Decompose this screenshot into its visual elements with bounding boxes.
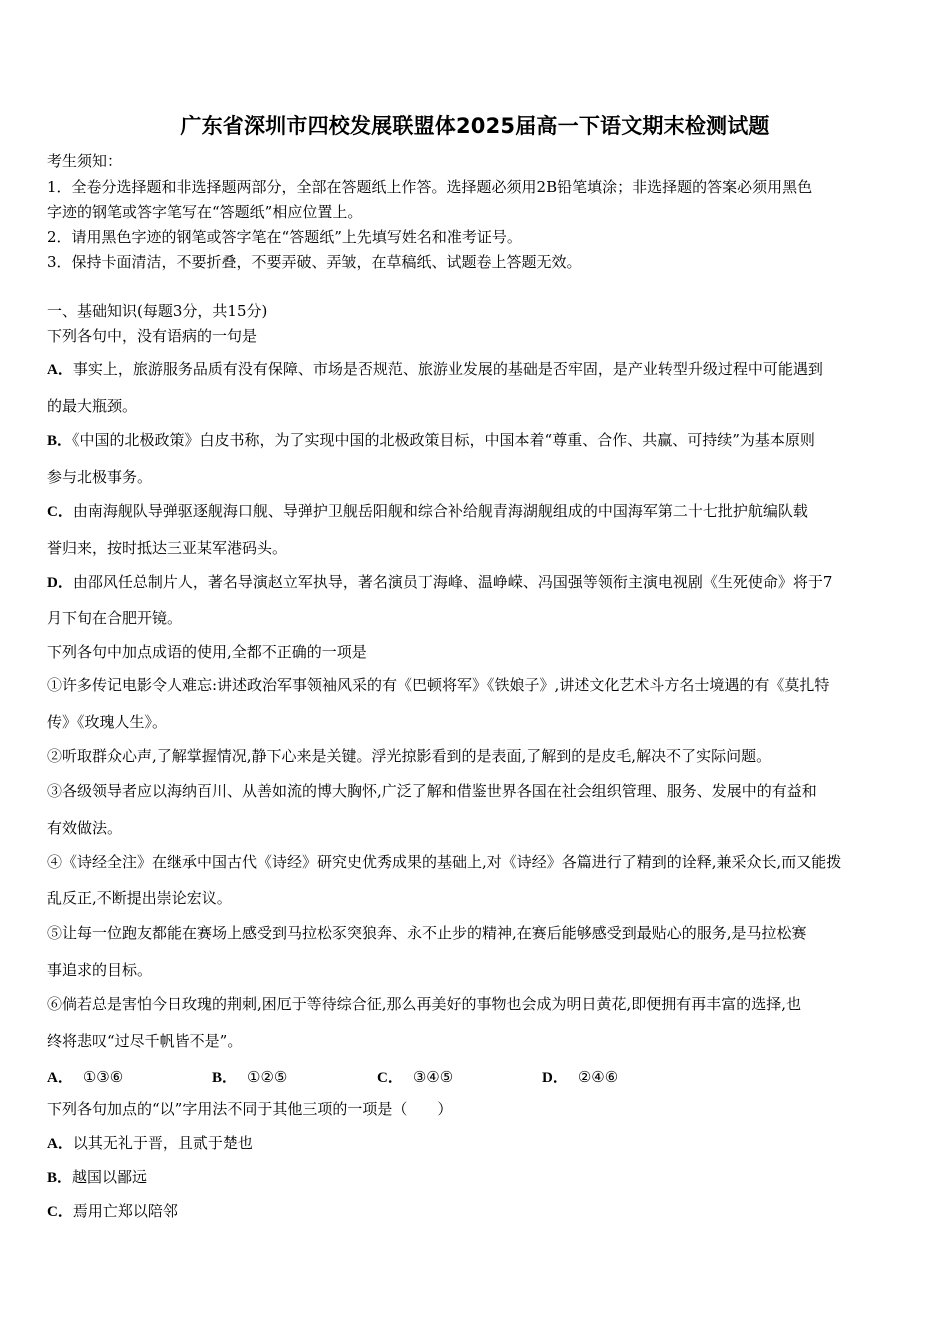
option-label: B．: [47, 433, 73, 449]
question-2-sentence-2: ②听取群众心声,了解掌握情况,静下心来是关键。浮光掠影看到的是表面,了解到的是皮毛,解决不了实际问题。: [47, 747, 772, 765]
question-2-choice-c[interactable]: [377, 1066, 453, 1087]
question-2-choice-a[interactable]: [47, 1066, 123, 1087]
choice-text: ③④⑤: [412, 1068, 454, 1086]
question-1-option-a: [47, 358, 907, 381]
question-3-option-b[interactable]: [47, 1166, 907, 1189]
question-1-option-a-cont: 的最大瓶颈。: [47, 397, 138, 415]
notice-item-2: 2．请用黑色字迹的钢笔或答字笔在“答题纸”上先填写姓名和准考证号。: [47, 228, 522, 246]
question-2-stem: 下列各句中加点成语的使用,全都不正确的一项是: [47, 643, 367, 661]
question-1-stem: 下列各句中，没有语病的一句是: [47, 327, 258, 345]
choice-text: ②④⑥: [577, 1068, 619, 1086]
page-title: 广东省深圳市四校发展联盟体2025届高一下语文期末检测试题: [180, 114, 770, 138]
question-2-sentence-1: ①许多传记电影令人难忘:讲述政治军事领袖风采的有《巴顿将军》《铁娘子》,讲述文化艺术斗方名士境遇的有《莫扎特: [47, 676, 830, 694]
choice-label: D．: [542, 1070, 568, 1086]
question-2-sentence-5: ⑤让每一位跑友都能在赛场上感受到马拉松豕突狼奔、永不止步的精神,在赛后能够感受到最贴心的服务,是马拉松赛: [47, 924, 807, 942]
option-text: 由南海舰队导弹驱逐舰海口舰、导弹护卫舰岳阳舰和综合补给舰青海湖舰组成的中国海军第二十七批护航编队载: [72, 502, 808, 520]
option-label: C．: [47, 1204, 73, 1220]
choice-label: C．: [377, 1070, 403, 1086]
option-label: C．: [47, 504, 73, 520]
question-2-sentence-4: ④《诗经全注》在继承中国古代《诗经》研究史优秀成果的基础上,对《诗经》各篇进行了精到的诠释,兼采众长,而又能拨: [47, 853, 842, 871]
question-1-option-b-cont: 参与北极事务。: [47, 468, 153, 486]
option-text: 越国以鄙远: [72, 1168, 148, 1186]
notice-heading: 考生须知：: [47, 152, 123, 170]
question-2-choice-b[interactable]: [212, 1066, 287, 1087]
notice-item-1-cont: 字迹的钢笔或答字笔写在“答题纸”相应位置上。: [47, 203, 363, 221]
option-text: 事实上，旅游服务品质有没有保障、市场是否规范、旅游业发展的基础是否牢固，是产业转型升级过程中可能遇到: [72, 360, 823, 378]
option-label: A．: [47, 1136, 73, 1152]
choice-text: ①②⑤: [247, 1068, 288, 1086]
section-heading: 一、基础知识(每题3分，共15分): [47, 302, 268, 320]
question-1-option-d-cont: 月下旬在合肥开镜。: [47, 609, 183, 627]
question-1-option-c-cont: 誉归来，按时抵达三亚某军港码头。: [47, 539, 288, 557]
question-1-option-c: [47, 500, 907, 523]
option-text: 《中国的北极政策》白皮书称，为了实现中国的北极政策目标，中国本着“尊重、合作、共赢、可持续”为基本原则: [72, 431, 815, 449]
option-text: 以其无礼于晋，且贰于楚也: [72, 1134, 253, 1152]
option-label: A．: [47, 362, 73, 378]
question-2-sentence-3-cont: 有效做法。: [47, 819, 123, 837]
option-text: 焉用亡郑以陪邻: [72, 1202, 178, 1220]
question-1-option-b: [47, 429, 907, 452]
question-2-choices: [47, 1066, 907, 1088]
choice-text: ①③⑥: [82, 1068, 124, 1086]
question-3-option-a[interactable]: [47, 1132, 907, 1155]
question-2-sentence-5-cont: 事追求的目标。: [47, 961, 153, 979]
option-label: D．: [47, 575, 73, 591]
question-3-stem: 下列各句加点的“以”字用法不同于其他三项的一项是（ ）: [47, 1100, 453, 1118]
question-2-sentence-3: ③各级领导者应以海纳百川、从善如流的博大胸怀,广泛了解和借鉴世界各国在社会组织管理、服务、发展中的有益和: [47, 782, 817, 800]
question-2-sentence-6-cont: 终将悲叹“过尽千帆皆不是”。: [47, 1032, 243, 1050]
question-2-sentence-4-cont: 乱反正,不断提出崇论宏议。: [47, 889, 232, 907]
notice-item-1: 1．全卷分选择题和非选择题两部分，全部在答题纸上作答。选择题必须用2B铅笔填涂；非选择题的答案必须用黑色: [47, 178, 813, 196]
choice-label: A．: [47, 1070, 73, 1086]
question-2-sentence-6: ⑥倘若总是害怕今日玫瑰的荆刺,困厄于等待综合征,那么再美好的事物也会成为明日黄花,即便拥有再丰富的选择,也: [47, 995, 802, 1013]
option-label: B．: [47, 1170, 73, 1186]
question-3-option-c[interactable]: [47, 1200, 907, 1223]
question-2-sentence-1-cont: 传》《玫瑰人生》。: [47, 713, 168, 731]
question-1-option-d: [47, 571, 907, 594]
notice-item-3: 3．保持卡面清洁，不要折叠，不要弄破、弄皱，在草稿纸、试题卷上答题无效。: [47, 253, 582, 271]
choice-label: B．: [212, 1070, 238, 1086]
option-text: 由邵风任总制片人，著名导演赵立军执导，著名演员丁海峰、温峥嵘、冯国强等领衔主演电视剧《生死使命》将于7: [72, 573, 833, 591]
question-2-choice-d[interactable]: [542, 1066, 618, 1087]
